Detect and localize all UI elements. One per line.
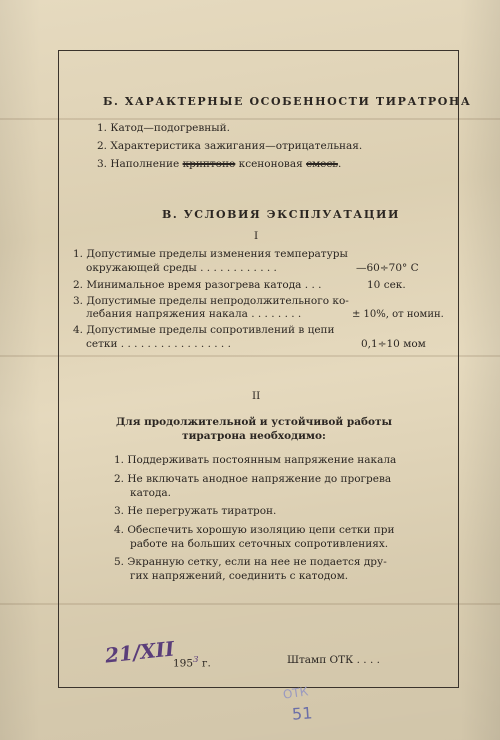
requirement-item-2 [114, 473, 391, 486]
year-suffix: г. [201, 657, 211, 670]
item-line: Допустимые пределы изменения температуры [86, 248, 348, 260]
condition-item-4 [73, 324, 335, 337]
feature-item-3 [97, 158, 341, 171]
item-line: Обеспечить хорошую изоляцию цепи сетки при [127, 524, 395, 536]
feature-item-1 [97, 122, 230, 135]
condition-item-3 [73, 295, 349, 308]
requirement-item-5 [114, 556, 387, 569]
part2-heading-line1: Для продолжительной и устойчивой работы [115, 416, 393, 428]
roman-numeral-2: II [252, 390, 261, 402]
item-number: 2. [73, 279, 84, 291]
struck-text: криптоно [182, 158, 236, 170]
requirement-item-5-line2: гих напряжений, соединить с катодом. [130, 570, 349, 582]
year-handwritten-digit: 3 [193, 655, 199, 665]
item-line: Не перегружать тиратрон. [127, 505, 277, 517]
condition-item-1-line2: окружающей среды . . . . . . . . . . . . [86, 262, 277, 274]
year-field [173, 654, 211, 671]
part2-heading-line2: тиратрона необходимо: [182, 430, 326, 442]
requirement-item-2-line2: катода. [130, 487, 172, 499]
item-line: Минимальное время разогрева катода . . . [86, 279, 322, 291]
item-text-post: . [337, 158, 342, 170]
feature-item-2 [97, 140, 362, 153]
requirement-item-1 [114, 454, 396, 467]
ink-stamp-number: 51 [291, 703, 313, 724]
item-line: Допустимые пределы непродолжительного ко- [86, 295, 349, 307]
section-b-heading: Б. ХАРАКТЕРНЫЕ ОСОБЕННОСТИ ТИРАТРОНА [103, 95, 472, 108]
ink-stamp-mark: ОТК [282, 684, 310, 702]
condition-value-2: 10 сек. [367, 279, 406, 291]
condition-value-3: ± 10%, от номин. [352, 309, 444, 320]
item-line: Допустимые пределы сопротивлений в цепи [86, 324, 335, 336]
roman-numeral-1: I [254, 230, 259, 242]
condition-item-1 [73, 248, 348, 261]
item-line: Экранную сетку, если на нее не подается дру- [127, 556, 387, 568]
item-number: 2. [114, 473, 125, 485]
requirement-item-4-line2: работе на больших сеточных сопротивлениях. [130, 538, 389, 550]
condition-value-4: 0,1÷10 мом [361, 338, 426, 350]
handwritten-correction: ксеноновая [238, 158, 303, 170]
item-number: 4. [114, 524, 125, 536]
item-number: 2. [97, 140, 108, 152]
condition-item-3-line2: лебания напряжения накала . . . . . . . . [86, 308, 302, 320]
handwritten-date: 21/XII [103, 636, 176, 668]
condition-item-4-line2: сетки . . . . . . . . . . . . . . . . . [86, 338, 231, 350]
item-number: 3. [73, 295, 84, 307]
condition-value-1: —60÷70° С [356, 262, 419, 274]
struck-text: смесь [306, 158, 338, 170]
item-number: 1. [97, 122, 108, 134]
item-number: 3. [97, 158, 108, 170]
stamp-otk-label: Штамп ОТК . . . . [287, 654, 380, 666]
requirement-item-3 [114, 505, 276, 518]
item-number: 1. [73, 248, 84, 260]
item-number: 4. [73, 324, 84, 336]
requirement-item-4 [114, 524, 395, 537]
year-printed: 195 [173, 657, 194, 670]
condition-item-2 [73, 279, 321, 292]
item-text-pre: Наполнение [110, 158, 180, 170]
item-line: Поддерживать постоянным напряжение накала [127, 454, 397, 466]
item-text: Характеристика зажигания—отрицательная. [110, 140, 363, 152]
item-number: 5. [114, 556, 125, 568]
item-number: 3. [114, 505, 125, 517]
item-number: 1. [114, 454, 125, 466]
item-text: Катод—подогревный. [110, 122, 231, 134]
item-line: Не включать анодное напряжение до прогрева [127, 473, 392, 485]
section-v-heading: В. УСЛОВИЯ ЭКСПЛУАТАЦИИ [162, 208, 401, 221]
